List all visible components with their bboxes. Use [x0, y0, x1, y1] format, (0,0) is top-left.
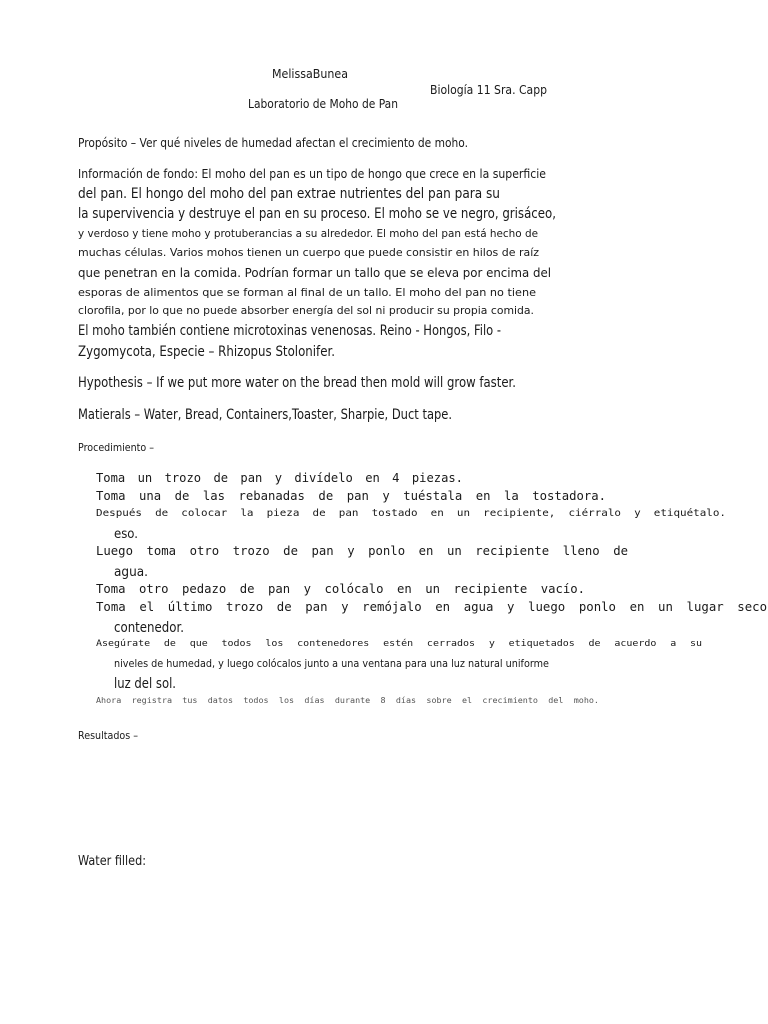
- procedure-step: contenedor.: [114, 620, 185, 636]
- background-line: que penetran en la comida. Podrían formar un tallo que se eleva por encima del: [78, 266, 552, 280]
- background-line: del pan. El hongo del moho del pan extrae nutrientes del pan para su: [78, 186, 500, 202]
- procedure-step: agua.: [114, 565, 148, 580]
- procedure-step: Toma el último trozo de pan y remójalo en agua y luego ponlo en un lugar seco: [96, 600, 768, 614]
- procedure-step: Ahora registra tus datos todos los días durante 8 días sobre el crecimiento del moho.: [96, 696, 599, 705]
- procedure-step: Toma un trozo de pan y divídelo en 4 piezas.: [96, 471, 463, 485]
- hypothesis-line: Hypothesis – If we put more water on the bread then mold will grow faster.: [78, 375, 517, 391]
- author-name: MelissaBunea: [272, 67, 348, 81]
- background-line: Información de fondo: El moho del pan es un tipo de hongo que crece en la superficie: [78, 167, 546, 181]
- background-line: la supervivencia y destruye el pan en su proceso. El moho se ve negro, grisáceo,: [78, 206, 556, 222]
- background-line: El moho también contiene microtoxinas venenosas. Reino - Hongos, Filo -: [78, 323, 502, 339]
- procedure-step: Toma una de las rebanadas de pan y tuéstala en la tostadora.: [96, 489, 607, 503]
- water-filled-label: Water filled:: [78, 854, 146, 869]
- procedure-step: Toma otro pedazo de pan y colócalo en un recipiente vacío.: [96, 582, 585, 596]
- course-label: Biología 11 Sra. Capp: [430, 83, 548, 97]
- background-line: y verdoso y tiene moho y protuberancias a su alrededor. El moho del pan está hecho de: [78, 227, 538, 240]
- background-line: muchas células. Varios mohos tienen un cuerpo que puede consistir en hilos de raíz: [78, 246, 540, 259]
- procedure-step: luz del sol.: [114, 676, 177, 692]
- purpose-line: Propósito – Ver qué niveles de humedad afectan el crecimiento de moho.: [78, 136, 468, 150]
- results-heading: Resultados –: [78, 729, 138, 742]
- procedure-step: Después de colocar la pieza de pan tostado en un recipiente, ciérralo y etiquétalo.: [96, 508, 726, 519]
- procedure-step: Asegúrate de que todos los contenedores estén cerrados y etiquetados de acuerdo a su: [96, 639, 703, 649]
- background-line: Zygomycota, Especie – Rhizopus Stolonifer.: [78, 344, 336, 360]
- background-line: clorofila, por lo que no puede absorber energía del sol ni producir su propia comida.: [78, 304, 534, 317]
- background-line: esporas de alimentos que se forman al final de un tallo. El moho del pan no tiene: [78, 286, 537, 299]
- procedure-heading: Procedimiento –: [78, 441, 154, 454]
- procedure-step: niveles de humedad, y luego colócalos junto a una ventana para una luz natural uniforme: [114, 657, 549, 670]
- procedure-step: Luego toma otro trozo de pan y ponlo en un recipiente lleno de: [96, 544, 629, 558]
- materials-line: Matierals – Water, Bread, Containers,Toaster, Sharpie, Duct tape.: [78, 407, 453, 423]
- page-title: Laboratorio de Moho de Pan: [248, 97, 398, 111]
- procedure-step: eso.: [114, 527, 139, 542]
